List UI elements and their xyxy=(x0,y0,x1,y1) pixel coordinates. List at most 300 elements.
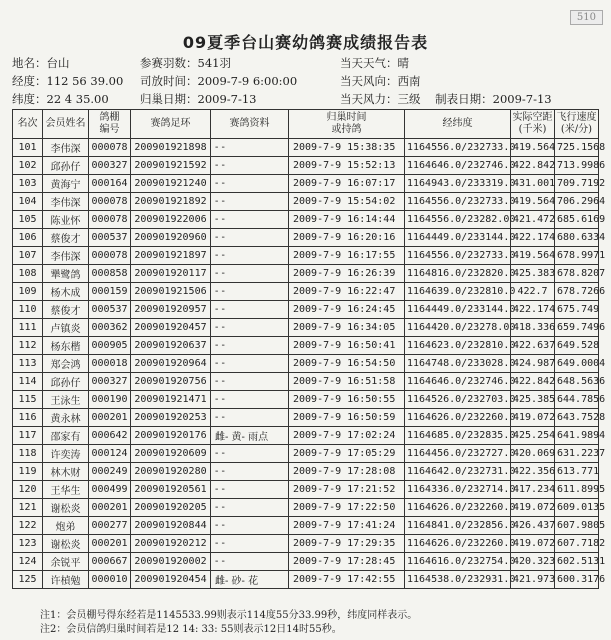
cell-time: 2009-7-9 16:50:41 xyxy=(289,337,405,355)
table-row xyxy=(13,265,599,283)
cell-time: 2009-7-9 17:28:08 xyxy=(289,463,405,481)
cell-speed: 613.771 xyxy=(555,463,599,481)
cell-ring: 200901920756 xyxy=(131,373,211,391)
latitude-value: 22 4 35.00 xyxy=(46,92,109,106)
cell-coords: 1164556.0/232733.0 xyxy=(405,193,511,211)
cell-speed: 649.528 xyxy=(555,337,599,355)
cell-member: 黄永林 xyxy=(43,409,89,427)
cell-loft: 000499 xyxy=(89,481,131,499)
cell-member: 邱孙仔 xyxy=(43,157,89,175)
report-title: 09夏季台山赛幼鸽赛成绩报告表 xyxy=(182,33,429,52)
cell-coords: 1164646.0/232746.0 xyxy=(405,157,511,175)
table-row xyxy=(13,553,599,571)
cell-rank: 122 xyxy=(13,517,43,535)
cell-dist: 419.072 xyxy=(511,409,555,427)
cell-speed: 641.9894 xyxy=(555,427,599,445)
made-date-label: 制表日期： xyxy=(435,92,493,106)
cell-loft: 000905 xyxy=(89,337,131,355)
cell-coords: 1164623.0/232810.0 xyxy=(405,337,511,355)
cell-loft: 000327 xyxy=(89,373,131,391)
cell-coords: 1164685.0/232835.0 xyxy=(405,427,511,445)
return-date-value: 2009-7-13 xyxy=(197,92,257,106)
table-row xyxy=(13,463,599,481)
cell-material: - - xyxy=(211,481,289,499)
wind-force-label: 当天风力： xyxy=(340,92,398,106)
cell-loft: 000642 xyxy=(89,427,131,445)
cell-dist: 422.842 xyxy=(511,373,555,391)
cell-ring: 200901921898 xyxy=(131,139,211,157)
cell-speed: 607.7182 xyxy=(555,535,599,553)
cell-rank: 108 xyxy=(13,265,43,283)
cell-dist: 422.7 xyxy=(511,283,555,301)
meta-row-2 xyxy=(12,72,602,90)
cell-rank: 124 xyxy=(13,553,43,571)
cell-dist: 417.234 xyxy=(511,481,555,499)
cell-member: 许楨勉 xyxy=(43,571,89,589)
release-label: 司放时间： xyxy=(140,74,198,88)
cell-rank: 121 xyxy=(13,499,43,517)
table-row xyxy=(13,211,599,229)
cell-speed: 649.0004 xyxy=(555,355,599,373)
cell-rank: 105 xyxy=(13,211,43,229)
wind-direction-field xyxy=(340,72,602,90)
cell-rank: 110 xyxy=(13,301,43,319)
cell-loft: 000078 xyxy=(89,211,131,229)
cell-rank: 120 xyxy=(13,481,43,499)
cell-dist: 419.072 xyxy=(511,535,555,553)
entries-field xyxy=(140,54,340,72)
cell-material: - - xyxy=(211,247,289,265)
latitude-field xyxy=(12,90,140,108)
meta-row-1 xyxy=(12,54,602,72)
wind-force-value: 三级 xyxy=(397,92,421,106)
cell-rank: 114 xyxy=(13,373,43,391)
cell-time: 2009-7-9 16:26:39 xyxy=(289,265,405,283)
cell-coords: 1164456.0/232727.0 xyxy=(405,445,511,463)
cell-rank: 117 xyxy=(13,427,43,445)
cell-loft: 000078 xyxy=(89,139,131,157)
cell-coords: 1164556.0/23282.00 xyxy=(405,211,511,229)
cell-dist: 419.564 xyxy=(511,193,555,211)
table-row xyxy=(13,535,599,553)
header-material: 赛鸽资料 xyxy=(211,110,289,139)
cell-member: 陈业怀 xyxy=(43,211,89,229)
cell-ring: 200901920609 xyxy=(131,445,211,463)
cell-speed: 607.9805 xyxy=(555,517,599,535)
cell-coords: 1164626.0/232260.0 xyxy=(405,535,511,553)
cell-speed: 713.9986 xyxy=(555,157,599,175)
cell-ring: 200901920637 xyxy=(131,337,211,355)
cell-loft: 000078 xyxy=(89,247,131,265)
cell-loft: 000249 xyxy=(89,463,131,481)
cell-dist: 426.437 xyxy=(511,517,555,535)
cell-coords: 1164336.0/232714.0 xyxy=(405,481,511,499)
cell-time: 2009-7-9 16:51:58 xyxy=(289,373,405,391)
cell-time: 2009-7-9 16:50:59 xyxy=(289,409,405,427)
cell-speed: 609.0135 xyxy=(555,499,599,517)
table-row xyxy=(13,139,599,157)
cell-speed: 678.8207 xyxy=(555,265,599,283)
cell-dist: 419.564 xyxy=(511,139,555,157)
cell-material: - - xyxy=(211,373,289,391)
cell-coords: 1164816.0/232820.0 xyxy=(405,265,511,283)
cell-coords: 1164841.0/232856.0 xyxy=(405,517,511,535)
cell-material: - - xyxy=(211,193,289,211)
cell-ring: 200901920212 xyxy=(131,535,211,553)
cell-rank: 115 xyxy=(13,391,43,409)
cell-time: 2009-7-9 17:41:24 xyxy=(289,517,405,535)
table-row xyxy=(13,301,599,319)
cell-speed: 725.1568 xyxy=(555,139,599,157)
cell-member: 杨东楷 xyxy=(43,337,89,355)
cell-time: 2009-7-9 17:02:24 xyxy=(289,427,405,445)
cell-time: 2009-7-9 16:54:50 xyxy=(289,355,405,373)
cell-loft: 000201 xyxy=(89,499,131,517)
cell-rank: 116 xyxy=(13,409,43,427)
cell-dist: 425.254 xyxy=(511,427,555,445)
cell-rank: 101 xyxy=(13,139,43,157)
cell-rank: 119 xyxy=(13,463,43,481)
cell-ring: 200901920454 xyxy=(131,571,211,589)
cell-material: - - xyxy=(211,211,289,229)
cell-dist: 422.356 xyxy=(511,463,555,481)
cell-member: 李伟深 xyxy=(43,139,89,157)
cell-dist: 422.637 xyxy=(511,337,555,355)
cell-member: 余锐平 xyxy=(43,553,89,571)
table-row xyxy=(13,355,599,373)
cell-ring: 200901921471 xyxy=(131,391,211,409)
cell-member: 郑会鸿 xyxy=(43,355,89,373)
header-rank: 名次 xyxy=(13,110,43,139)
report-meta xyxy=(12,54,602,108)
cell-loft: 000362 xyxy=(89,319,131,337)
weather-value: 晴 xyxy=(397,56,409,70)
cell-loft: 000190 xyxy=(89,391,131,409)
entries-value: 541羽 xyxy=(197,56,231,70)
cell-member: 谢松炎 xyxy=(43,499,89,517)
header-speed: 飞行速度 (米/分) xyxy=(555,110,599,139)
cell-ring: 200901920205 xyxy=(131,499,211,517)
cell-dist: 420.069 xyxy=(511,445,555,463)
wind-force-field xyxy=(340,90,602,108)
header-return-time: 归巢时间 或持鸽 xyxy=(289,110,405,139)
cell-ring: 200901920844 xyxy=(131,517,211,535)
cell-dist: 421.472 xyxy=(511,211,555,229)
cell-material: - - xyxy=(211,445,289,463)
header-member: 会员姓名 xyxy=(43,110,89,139)
cell-time: 2009-7-9 16:34:05 xyxy=(289,319,405,337)
cell-speed: 648.5636 xyxy=(555,373,599,391)
cell-member: 黄海宁 xyxy=(43,175,89,193)
cell-time: 2009-7-9 16:20:16 xyxy=(289,229,405,247)
cell-rank: 111 xyxy=(13,319,43,337)
wind-direction-label: 当天风向： xyxy=(340,74,398,88)
cell-material: - - xyxy=(211,337,289,355)
cell-coords: 1164616.0/232754.0 xyxy=(405,553,511,571)
cell-time: 2009-7-9 17:05:29 xyxy=(289,445,405,463)
results-body xyxy=(13,139,606,589)
place-label: 地名： xyxy=(12,56,47,70)
cell-ring: 200901920960 xyxy=(131,229,211,247)
cell-material: - - xyxy=(211,319,289,337)
cell-coords: 1164748.0/233028.0 xyxy=(405,355,511,373)
longitude-value: 112 56 39.00 xyxy=(46,74,124,88)
cell-ring: 200901920457 xyxy=(131,319,211,337)
footnotes xyxy=(40,609,600,637)
cell-material: - - xyxy=(211,553,289,571)
cell-rank: 104 xyxy=(13,193,43,211)
cell-rank: 106 xyxy=(13,229,43,247)
table-row xyxy=(13,409,599,427)
header-coordinates: 经纬度 xyxy=(405,110,511,139)
cell-ring: 200901921892 xyxy=(131,193,211,211)
cell-speed: 611.8995 xyxy=(555,481,599,499)
cell-dist: 425.383 xyxy=(511,265,555,283)
cell-coords: 1164526.0/232703.0 xyxy=(405,391,511,409)
cell-member: 杨木成 xyxy=(43,283,89,301)
cell-coords: 1164449.0/233144.0 xyxy=(405,301,511,319)
cell-speed: 602.5131 xyxy=(555,553,599,571)
cell-loft: 000010 xyxy=(89,571,131,589)
place-field xyxy=(12,54,140,72)
cell-material: - - xyxy=(211,517,289,535)
cell-coords: 1164538.0/232931.0 xyxy=(405,571,511,589)
cell-dist: 419.564 xyxy=(511,247,555,265)
cell-member: 卢镇炎 xyxy=(43,319,89,337)
table-row xyxy=(13,499,599,517)
cell-ring: 200901920561 xyxy=(131,481,211,499)
cell-speed: 706.2964 xyxy=(555,193,599,211)
table-row xyxy=(13,157,599,175)
cell-coords: 1164943.0/233319.0 xyxy=(405,175,511,193)
cell-ring: 200901920002 xyxy=(131,553,211,571)
cell-loft: 000124 xyxy=(89,445,131,463)
cell-member: 蔡俊才 xyxy=(43,301,89,319)
table-row xyxy=(13,391,599,409)
cell-coords: 1164556.0/232733.0 xyxy=(405,139,511,157)
cell-ring: 200901920280 xyxy=(131,463,211,481)
place-value: 台山 xyxy=(46,56,70,70)
cell-loft: 000537 xyxy=(89,301,131,319)
cell-loft: 000277 xyxy=(89,517,131,535)
table-row xyxy=(13,373,599,391)
cell-coords: 1164646.0/232746.0 xyxy=(405,373,511,391)
cell-member: 犟鹭鸽 xyxy=(43,265,89,283)
release-field xyxy=(140,72,340,90)
cell-dist: 422.174 xyxy=(511,301,555,319)
cell-speed: 631.2237 xyxy=(555,445,599,463)
table-row xyxy=(13,193,599,211)
release-value: 2009-7-9 6:00:00 xyxy=(197,74,298,88)
cell-coords: 1164556.0/232733.0 xyxy=(405,247,511,265)
cell-material: - - xyxy=(211,463,289,481)
cell-ring: 200901921506 xyxy=(131,283,211,301)
cell-material: 雌- 砂- 花 xyxy=(211,571,289,589)
header-distance: 实际空距 (千米) xyxy=(511,110,555,139)
table-row xyxy=(13,247,599,265)
cell-rank: 123 xyxy=(13,535,43,553)
cell-member: 邱孙仔 xyxy=(43,373,89,391)
cell-material: - - xyxy=(211,301,289,319)
header-loft-no: 鸽棚 编号 xyxy=(89,110,131,139)
cell-ring: 200901920176 xyxy=(131,427,211,445)
cell-material: - - xyxy=(211,535,289,553)
cell-time: 2009-7-9 15:52:13 xyxy=(289,157,405,175)
cell-speed: 678.7266 xyxy=(555,283,599,301)
cell-member: 王华生 xyxy=(43,481,89,499)
cell-speed: 643.7528 xyxy=(555,409,599,427)
cell-time: 2009-7-9 16:22:47 xyxy=(289,283,405,301)
cell-loft: 000159 xyxy=(89,283,131,301)
cell-material: - - xyxy=(211,283,289,301)
cell-dist: 422.842 xyxy=(511,157,555,175)
cell-loft: 000537 xyxy=(89,229,131,247)
cell-coords: 1164420.0/23278.00 xyxy=(405,319,511,337)
table-row xyxy=(13,571,599,589)
cell-member: 谢松炎 xyxy=(43,535,89,553)
cell-coords: 1164642.0/232731.0 xyxy=(405,463,511,481)
cell-ring: 200901920253 xyxy=(131,409,211,427)
cell-time: 2009-7-9 15:38:35 xyxy=(289,139,405,157)
cell-loft: 000201 xyxy=(89,535,131,553)
cell-loft: 000078 xyxy=(89,193,131,211)
cell-material: - - xyxy=(211,391,289,409)
cell-material: - - xyxy=(211,229,289,247)
cell-speed: 709.7192 xyxy=(555,175,599,193)
table-row xyxy=(13,175,599,193)
cell-time: 2009-7-9 17:29:35 xyxy=(289,535,405,553)
cell-dist: 425.385 xyxy=(511,391,555,409)
cell-rank: 125 xyxy=(13,571,43,589)
cell-time: 2009-7-9 17:22:50 xyxy=(289,499,405,517)
cell-dist: 420.323 xyxy=(511,553,555,571)
cell-loft: 000201 xyxy=(89,409,131,427)
table-row xyxy=(13,283,599,301)
cell-member: 炮弟 xyxy=(43,517,89,535)
weather-label: 当天天气： xyxy=(340,56,398,70)
cell-material: - - xyxy=(211,265,289,283)
cell-time: 2009-7-9 16:07:17 xyxy=(289,175,405,193)
table-row xyxy=(13,445,599,463)
cell-time: 2009-7-9 16:50:55 xyxy=(289,391,405,409)
cell-material: - - xyxy=(211,499,289,517)
cell-time: 2009-7-9 16:14:44 xyxy=(289,211,405,229)
cell-time: 2009-7-9 17:42:55 xyxy=(289,571,405,589)
cell-rank: 102 xyxy=(13,157,43,175)
latitude-label: 纬度： xyxy=(12,92,47,106)
cell-dist: 424.987 xyxy=(511,355,555,373)
cell-material: 雌- 黄- 雨点 xyxy=(211,427,289,445)
cell-ring: 200901920117 xyxy=(131,265,211,283)
cell-speed: 678.9971 xyxy=(555,247,599,265)
cell-material: - - xyxy=(211,355,289,373)
return-date-field xyxy=(140,90,340,108)
cell-dist: 431.001 xyxy=(511,175,555,193)
cell-coords: 1164626.0/232260.0 xyxy=(405,409,511,427)
cell-dist: 418.336 xyxy=(511,319,555,337)
header-ring: 赛鸽足环 xyxy=(131,110,211,139)
cell-member: 王泳生 xyxy=(43,391,89,409)
cell-member: 李伟深 xyxy=(43,247,89,265)
cell-member: 许奕涛 xyxy=(43,445,89,463)
cell-speed: 644.7856 xyxy=(555,391,599,409)
longitude-label: 经度： xyxy=(12,74,47,88)
weather-field xyxy=(340,54,602,72)
cell-rank: 112 xyxy=(13,337,43,355)
cell-member: 李伟深 xyxy=(43,193,89,211)
cell-dist: 422.174 xyxy=(511,229,555,247)
cell-ring: 200901920957 xyxy=(131,301,211,319)
cell-speed: 675.749 xyxy=(555,301,599,319)
cell-rank: 113 xyxy=(13,355,43,373)
cell-loft: 000018 xyxy=(89,355,131,373)
cell-dist: 421.973 xyxy=(511,571,555,589)
footnote-1: 注1：会员棚号得东经若是1145533.99则表示114度55分33.99秒，纬度同样表示。 xyxy=(40,610,418,621)
cell-speed: 659.7496 xyxy=(555,319,599,337)
meta-row-3 xyxy=(12,90,602,108)
made-date-value: 2009-7-13 xyxy=(492,92,552,106)
cell-loft: 000667 xyxy=(89,553,131,571)
cell-ring: 200901921592 xyxy=(131,157,211,175)
cell-time: 2009-7-9 17:28:45 xyxy=(289,553,405,571)
wind-direction-value: 西南 xyxy=(397,74,421,88)
longitude-field xyxy=(12,72,140,90)
table-row xyxy=(13,229,599,247)
cell-ring: 200901921240 xyxy=(131,175,211,193)
footnote-2: 注2：会员信鸽归巢时间若是12 14: 33: 55则表示12日14时55秒。 xyxy=(40,624,342,635)
cell-rank: 118 xyxy=(13,445,43,463)
cell-material: - - xyxy=(211,409,289,427)
cell-time: 2009-7-9 16:17:55 xyxy=(289,247,405,265)
cell-time: 2009-7-9 15:54:02 xyxy=(289,193,405,211)
cell-speed: 680.6334 xyxy=(555,229,599,247)
cell-member: 邵家有 xyxy=(43,427,89,445)
cell-time: 2009-7-9 16:24:45 xyxy=(289,301,405,319)
cell-material: - - xyxy=(211,175,289,193)
table-row xyxy=(13,427,599,445)
table-row xyxy=(13,517,599,535)
cell-material: - - xyxy=(211,139,289,157)
table-row xyxy=(13,319,599,337)
table-row xyxy=(13,481,599,499)
cell-dist: 419.072 xyxy=(511,499,555,517)
cell-coords: 1164639.0/232810.0 xyxy=(405,283,511,301)
cell-rank: 107 xyxy=(13,247,43,265)
return-date-label: 归巢日期： xyxy=(140,92,198,106)
cell-ring: 200901920964 xyxy=(131,355,211,373)
cell-coords: 1164449.0/233144.0 xyxy=(405,229,511,247)
cell-speed: 600.3176 xyxy=(555,571,599,589)
cell-speed: 685.6169 xyxy=(555,211,599,229)
cell-time: 2009-7-9 17:21:52 xyxy=(289,481,405,499)
cell-loft: 000327 xyxy=(89,157,131,175)
page-number-tag: 510 xyxy=(570,10,603,25)
table-header-row xyxy=(13,110,599,139)
cell-coords: 1164626.0/232260.0 xyxy=(405,499,511,517)
table-row xyxy=(13,337,599,355)
results-table xyxy=(12,109,606,589)
entries-label: 参赛羽数： xyxy=(140,56,198,70)
cell-rank: 103 xyxy=(13,175,43,193)
cell-loft: 000858 xyxy=(89,265,131,283)
cell-ring: 200901922006 xyxy=(131,211,211,229)
cell-loft: 000164 xyxy=(89,175,131,193)
cell-member: 蔡俊才 xyxy=(43,229,89,247)
cell-member: 林木财 xyxy=(43,463,89,481)
cell-ring: 200901921897 xyxy=(131,247,211,265)
cell-material: - - xyxy=(211,157,289,175)
cell-rank: 109 xyxy=(13,283,43,301)
